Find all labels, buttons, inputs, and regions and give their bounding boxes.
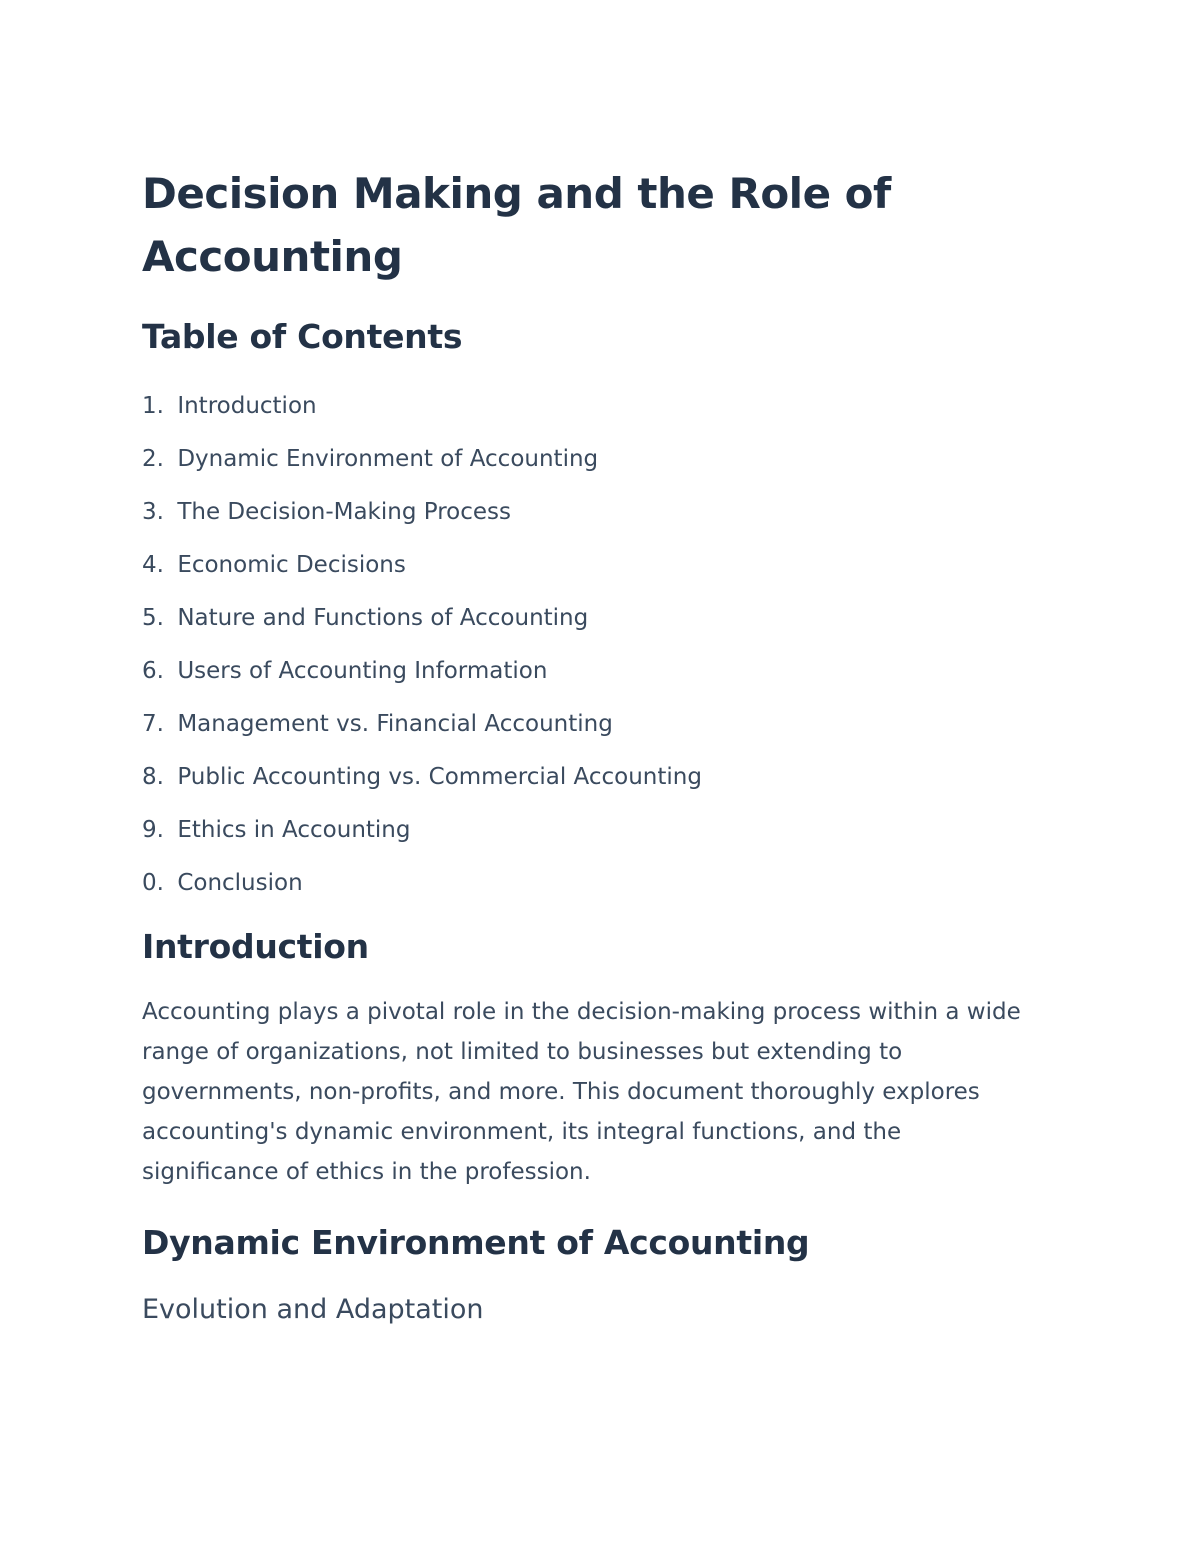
toc-item-number: 7. (142, 711, 164, 737)
toc-item-number: 8. (142, 764, 164, 790)
toc-item-number: 4. (142, 552, 164, 578)
toc-item-ethics[interactable] (142, 804, 1042, 857)
toc-item-label: Introduction (177, 393, 317, 419)
toc-item-number: 1. (142, 393, 164, 419)
toc-item-public-vs-commercial[interactable] (142, 751, 1042, 804)
toc-item-introduction[interactable] (142, 380, 1042, 433)
toc-item-label: The Decision-Making Process (177, 499, 512, 525)
introduction-heading: Introduction (142, 927, 369, 966)
toc-item-nature-functions[interactable] (142, 592, 1042, 645)
toc-item-users-information[interactable] (142, 645, 1042, 698)
toc-item-management-vs-financial[interactable] (142, 698, 1042, 751)
toc-item-number: 2. (142, 446, 164, 472)
toc-heading: Table of Contents (142, 317, 463, 356)
toc-item-economic-decisions[interactable] (142, 539, 1042, 592)
toc-item-label: Users of Accounting Information (177, 658, 548, 684)
evolution-adaptation-subheading: Evolution and Adaptation (142, 1294, 484, 1325)
toc-item-number: 5. (142, 605, 164, 631)
toc-item-number: 0. (142, 870, 164, 896)
toc-item-label: Conclusion (177, 870, 303, 896)
toc-item-label: Management vs. Financial Accounting (177, 711, 613, 737)
toc-item-number: 3. (142, 499, 164, 525)
toc-item-label: Economic Decisions (177, 552, 406, 578)
toc-item-number: 6. (142, 658, 164, 684)
toc-item-dynamic-environment[interactable] (142, 433, 1042, 486)
toc-list (142, 380, 1042, 910)
document-title: Decision Making and the Role of Accounting (142, 169, 891, 281)
toc-item-label: Ethics in Accounting (177, 817, 411, 843)
document-page (142, 162, 1042, 1332)
toc-item-label: Dynamic Environment of Accounting (177, 446, 599, 472)
toc-item-decision-making-process[interactable] (142, 486, 1042, 539)
introduction-paragraph: Accounting plays a pivotal role in the decision-making process within a wide range of organizations, not limited to businesses but extending to governments, non-profits, and more. This document thoroughly explores accounting's dynamic environment, its integral functions, and the significance of ethics in the profession. (142, 999, 1021, 1185)
toc-item-label: Public Accounting vs. Commercial Accounting (177, 764, 702, 790)
toc-item-conclusion[interactable] (142, 857, 1042, 910)
toc-item-label: Nature and Functions of Accounting (177, 605, 589, 631)
dynamic-environment-heading: Dynamic Environment of Accounting (142, 1223, 810, 1262)
toc-item-number: 9. (142, 817, 164, 843)
